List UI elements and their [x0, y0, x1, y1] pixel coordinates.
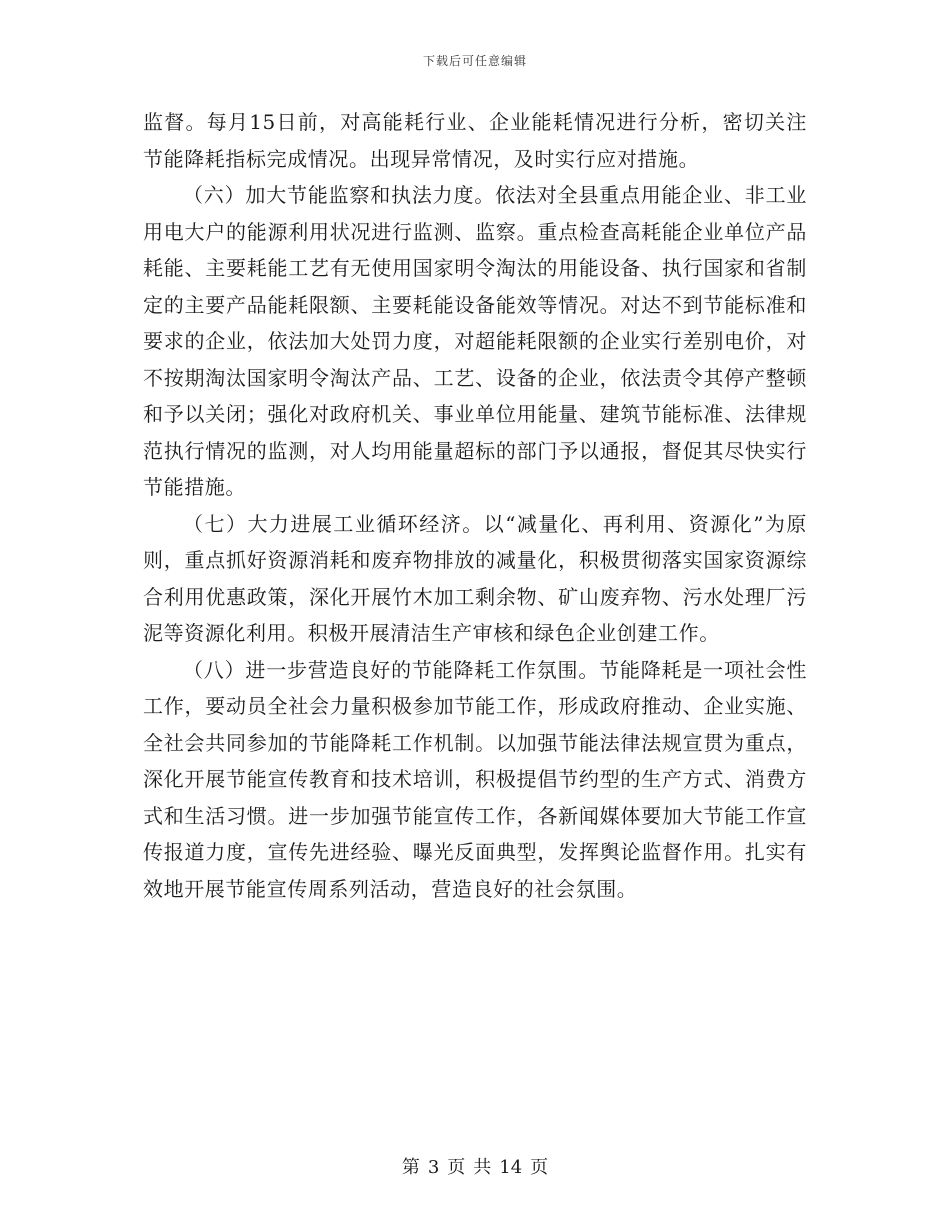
footer-total-prefix: 共 — [473, 1157, 492, 1178]
paragraph-section-6: （六）加大节能监察和执法力度。依法对全县重点用能企业、非工业用电大户的能源利用状况进行监测、监察。重点检查高耗能企业单位产品耗能、主要耗能工艺有无使用国家明令淘汰的用能设备、执行国家和省制定的主要产品能耗限额、主要耗能设备能效等情况。对达不到节能标准和要求的企业，依法加大处罚力度，对超能耗限额的企业实行差别电价，对不按期淘汰国家明令淘汰产品、工艺、设备的企业，依法责令其停产整顿和予以关闭；强化对政府机关、事业单位用能量、建筑节能标准、法律规范执行情况的监测，对人均用能量超标的部门予以通报，督促其尽快实行节能措施。 — [143, 183, 807, 499]
page-footer — [0, 1153, 950, 1179]
footer-total-unit: 页 — [530, 1157, 549, 1178]
page-header-note: 下载后可任意编辑 — [422, 54, 527, 68]
paragraph-section-8: （八）进一步营造良好的节能降耗工作氛围。节能降耗是一项社会性工作，要动员全社会力量积极参加节能工作，形成政府推动、企业实施、全社会共同参加的节能降耗工作机制。以加强节能法律法规宣贯为重点，深化开展节能宣传教育和技术培训，积极提倡节约型的生产方式、消费方式和生活习惯。进一步加强节能宣传工作，各新闻媒体要加大节能工作宣传报道力度，宣传先进经验、曝光反面典型，发挥舆论监督作用。扎实有效地开展节能宣传周系列活动，营造良好的社会氛围。 — [143, 657, 807, 901]
footer-total-pages: 14 — [499, 1157, 523, 1178]
footer-page-number: 3 — [427, 1157, 440, 1178]
paragraph-section-7: （七）大力进展工业循环经济。以“减量化、再利用、资源化”为原则，重点抓好资源消耗和废弃物排放的减量化，积极贯彻落实国家资源综合利用优惠政策，深化开展竹木加工剩余物、矿山废弃物、污水处理厂污泥等资源化利用。积极开展清洁生产审核和绿色企业创建工作。 — [143, 511, 807, 645]
paragraph-continuation: 监督。每月15日前，对高能耗行业、企业能耗情况进行分析，密切关注节能降耗指标完成情况。出现异常情况，及时实行应对措施。 — [143, 110, 807, 171]
document-body — [143, 104, 807, 907]
footer-page-prefix: 第 — [401, 1157, 420, 1178]
footer-page-unit: 页 — [447, 1157, 466, 1178]
